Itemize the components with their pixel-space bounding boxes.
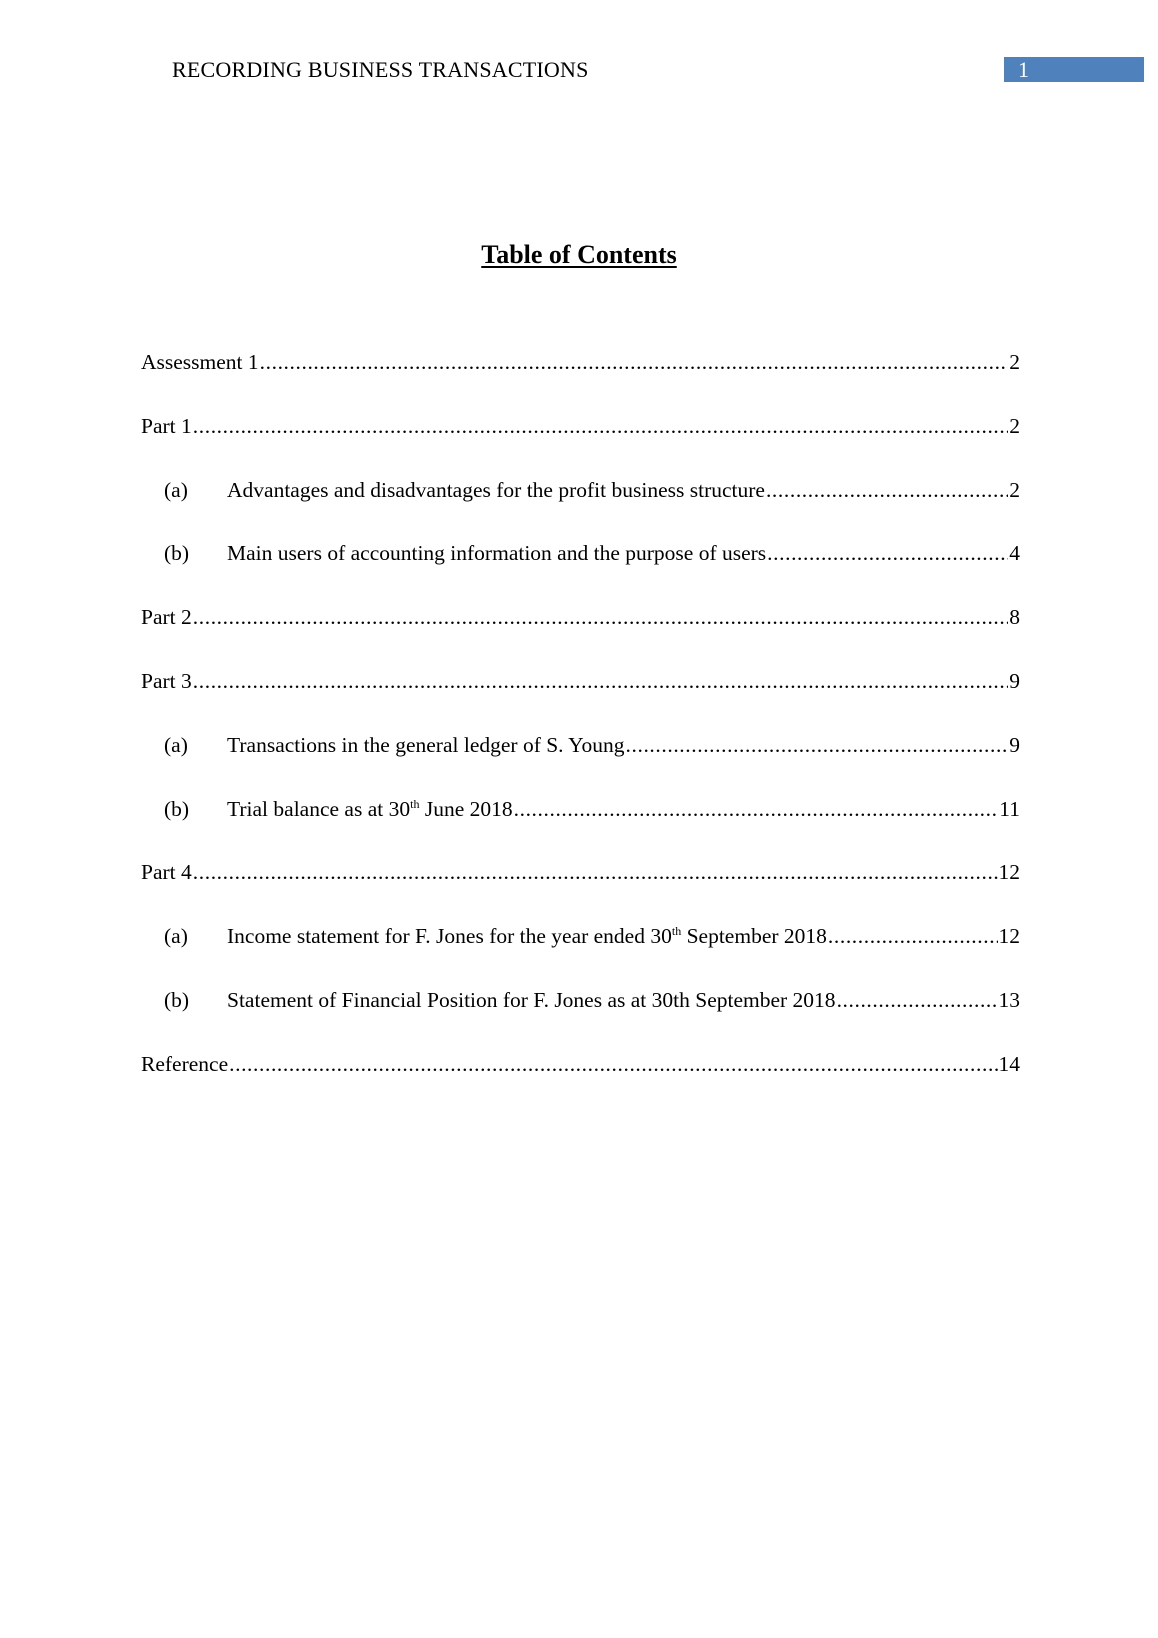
toc-entry-number: (b) xyxy=(164,541,190,566)
toc-entry-page: 2 xyxy=(1009,477,1020,502)
toc-entry-text: Advantages and disadvantages for the profit business structure xyxy=(227,477,765,502)
toc-dot-leader xyxy=(260,350,1009,375)
toc-entry-number: (b) xyxy=(164,796,190,821)
toc-dot-leader xyxy=(193,605,1008,630)
toc-entry-part-4-b[interactable] xyxy=(141,988,1020,1052)
toc-dot-leader xyxy=(193,860,998,885)
toc-entry-number: (a) xyxy=(164,924,188,949)
toc-entry-page: 9 xyxy=(1009,732,1020,757)
toc-entry-page: 11 xyxy=(999,796,1020,821)
toc-entry-part-4-a[interactable] xyxy=(141,924,1020,988)
toc-entry-part-1-b[interactable] xyxy=(141,541,1020,605)
running-header-title: RECORDING BUSINESS TRANSACTIONS xyxy=(172,57,589,82)
page-number-badge xyxy=(1004,57,1144,82)
toc-entry-text: Main users of accounting information and the purpose of users xyxy=(227,541,767,566)
toc-dot-leader xyxy=(193,669,1008,694)
toc-dot-leader xyxy=(766,478,1008,503)
toc-entry-text: Part 3 xyxy=(141,668,192,693)
toc-entry-text: Reference xyxy=(141,1051,229,1076)
toc-entry-page: 12 xyxy=(998,924,1020,949)
toc-dot-leader xyxy=(193,414,1008,439)
toc-entry-part-4[interactable] xyxy=(141,860,1020,924)
toc-dot-leader xyxy=(767,541,1008,566)
toc-entry-text: Assessment 1 xyxy=(141,350,259,374)
toc-entry-text: Income statement for F. Jones for the year ended 30th September 2018 xyxy=(227,924,827,949)
toc-entry-page: 2 xyxy=(1009,413,1020,438)
toc-entry-part-1-a[interactable] xyxy=(141,478,1020,542)
toc-entry-page: 4 xyxy=(1009,541,1020,566)
toc-entry-text: Transactions in the general ledger of S. Young xyxy=(227,732,625,757)
toc-entry-page: 9 xyxy=(1009,668,1020,693)
toc-dot-leader xyxy=(837,988,998,1013)
toc-entry-number: (a) xyxy=(164,477,188,502)
ordinal-superscript: th xyxy=(410,796,420,811)
toc-entry-part-3-a[interactable] xyxy=(141,733,1020,797)
toc-entry-text: Part 2 xyxy=(141,605,192,630)
toc-entry-part-1[interactable] xyxy=(141,414,1020,478)
toc-entry-text: Part 4 xyxy=(141,860,192,885)
toc-dot-leader xyxy=(828,924,998,949)
toc-dot-leader xyxy=(626,733,1009,758)
toc-entry-text: Statement of Financial Position for F. Jones as at 30th September 2018 xyxy=(227,987,836,1012)
page-number: 1 xyxy=(1018,57,1029,82)
toc-entry-text: Trial balance as at 30th June 2018 xyxy=(227,796,513,821)
toc-entry-page: 2 xyxy=(1009,350,1020,374)
ordinal-superscript: th xyxy=(671,924,682,939)
toc-entry-page: 8 xyxy=(1009,605,1020,630)
toc-entry-page: 14 xyxy=(998,1051,1020,1076)
toc-entry-part-3-b[interactable] xyxy=(141,797,1020,861)
toc-entry-assessment-1[interactable] xyxy=(141,350,1020,414)
toc-entry-part-2[interactable] xyxy=(141,605,1020,669)
toc-entry-page: 12 xyxy=(998,860,1020,885)
toc-entry-part-3[interactable] xyxy=(141,669,1020,733)
toc-heading: Table of Contents xyxy=(481,240,677,269)
toc-entry-number: (a) xyxy=(164,732,188,757)
toc-dot-leader xyxy=(229,1052,997,1077)
toc-dot-leader xyxy=(514,797,999,822)
toc-entry-page: 13 xyxy=(998,987,1020,1012)
toc-list xyxy=(141,350,1020,1116)
toc-entry-text: Part 1 xyxy=(141,413,192,438)
toc-entry-reference[interactable] xyxy=(141,1052,1020,1116)
toc-entry-number: (b) xyxy=(164,987,190,1012)
